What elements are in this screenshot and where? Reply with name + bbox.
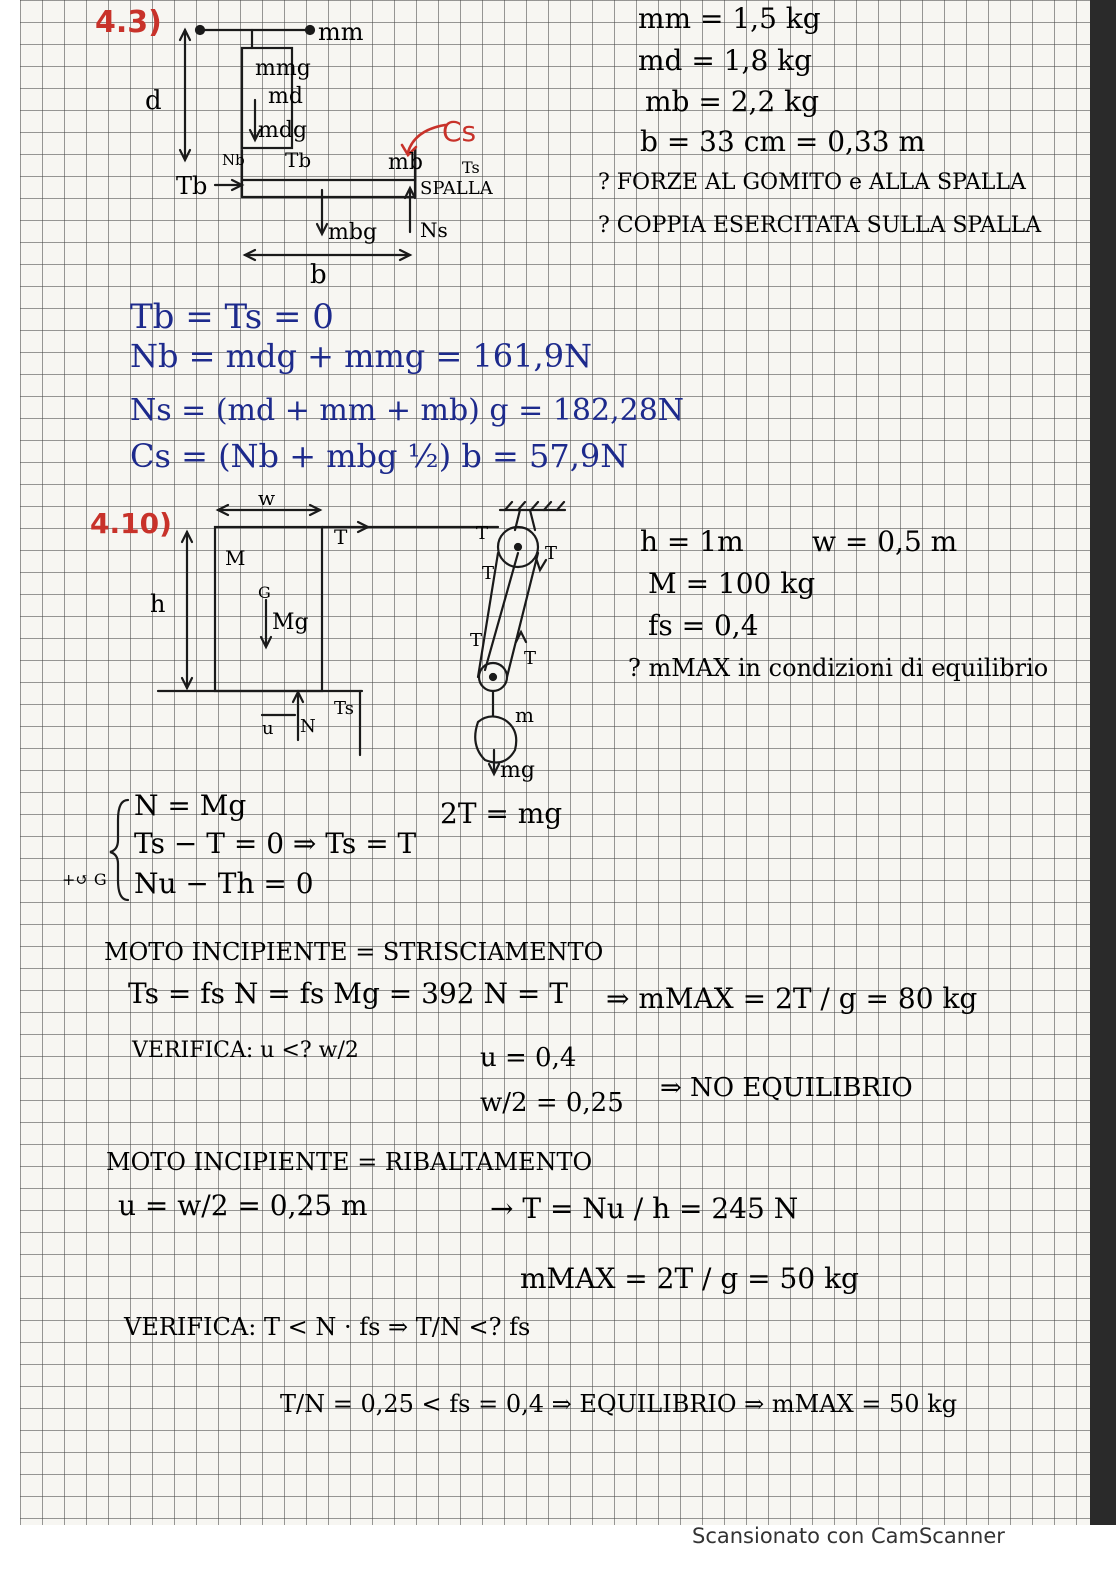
scanner-watermark: Scansionato con CamScanner: [692, 1524, 1005, 1548]
fig-label-u: u: [262, 718, 274, 739]
case2-eq1: u = w/2 = 0,25 m: [118, 1189, 368, 1222]
fig-label-mg: mg: [500, 758, 535, 783]
fig-label-md: md: [268, 84, 303, 109]
eq-ns: Ns = (md + mm + mb) g = 182,28N: [130, 393, 685, 428]
case2-final: T/N = 0,25 < fs = 0,4 ⇒ EQUILIBRIO ⇒ mMAX = 50 kg: [280, 1390, 958, 1418]
eq-nb: Nb = mdg + mmg = 161,9N: [130, 337, 593, 375]
fig-label-G: G: [258, 583, 271, 602]
case2-verify: VERIFICA: T < N · fs ⇒ T/N <? fs: [124, 1313, 531, 1341]
question-torque: ? COPPIA ESERCITATA SULLA SPALLA: [598, 213, 1042, 238]
fig-label-d: d: [145, 86, 162, 116]
moment-sign: +↺ G: [62, 870, 107, 889]
fig-label-mdg: mdg: [258, 118, 308, 143]
case1-verify: VERIFICA: u <? w/2: [132, 1038, 359, 1063]
fig-label-mbg: mbg: [328, 220, 378, 245]
fig-label-mb: mb: [388, 150, 423, 175]
given-fs: fs = 0,4: [648, 609, 759, 642]
fig-label-ns: Ns: [420, 218, 448, 242]
fig-label-w: w: [258, 486, 276, 510]
given-mm: mm = 1,5 kg: [638, 2, 821, 35]
sys-eq-3: Nu − Th = 0: [134, 867, 314, 900]
case1-conclusion: ⇒ NO EQUILIBRIO: [660, 1073, 913, 1103]
eq-cs: Cs = (Nb + mbg ½) b = 57,9N: [130, 437, 629, 475]
given-h: h = 1m: [640, 525, 744, 558]
fig-label-T-low: T: [470, 630, 483, 651]
fig-label-mm: mm: [318, 18, 364, 46]
case1-heading: MOTO INCIPIENTE = STRISCIAMENTO: [104, 938, 604, 966]
fig-label-Mg: Mg: [272, 610, 309, 635]
fig-label-h: h: [150, 590, 166, 618]
case1-value-w2: w/2 = 0,25: [480, 1088, 624, 1118]
fig-label-nb: Nb: [222, 151, 245, 169]
fig-label-b: b: [310, 260, 327, 290]
fig-label-m: m: [515, 703, 534, 727]
problem-label-4-10: 4.10): [90, 507, 172, 540]
given-mb: mb = 2,2 kg: [645, 85, 820, 118]
case2-eq2: → T = Nu / h = 245 N: [490, 1192, 799, 1225]
case1-value-u: u = 0,4: [480, 1043, 577, 1073]
given-md: md = 1,8 kg: [638, 44, 813, 77]
given-w: w = 0,5 m: [812, 525, 958, 558]
sys-eq-1: N = Mg: [134, 789, 247, 822]
fig-label-mmg: mmg: [255, 56, 311, 81]
fig-label-T-low-right: T: [524, 648, 537, 669]
fig-label-tb-small: Tb: [285, 148, 312, 172]
case2-heading: MOTO INCIPIENTE = RIBALTAMENTO: [106, 1148, 593, 1176]
fig-label-tb-left: Tb: [176, 172, 208, 200]
fig-label-T-top: T: [476, 523, 489, 544]
question-forces: ? FORZE AL GOMITO e ALLA SPALLA: [598, 170, 1026, 195]
given-b: b = 33 cm = 0,33 m: [640, 125, 926, 158]
pulley-eq: 2T = mg: [440, 797, 563, 830]
fig-label-N: N: [300, 716, 316, 737]
fig-label-T-left: T: [482, 563, 495, 584]
fig-label-T-rope: T: [334, 525, 348, 549]
case2-eq3: mMAX = 2T / g = 50 kg: [520, 1262, 859, 1295]
fig-label-ts: Ts: [462, 158, 480, 177]
fig-label-Ts: Ts: [334, 698, 354, 719]
fig-label-T-right: T: [545, 543, 558, 564]
question-mmax: ? mMAX in condizioni di equilibrio: [628, 654, 1049, 682]
problem-label-4-3: 4.3): [95, 5, 162, 40]
fig-label-spalla: SPALLA: [420, 178, 493, 199]
eq-tb-ts: Tb = Ts = 0: [130, 297, 334, 337]
sys-eq-2: Ts − T = 0 ⇒ Ts = T: [134, 827, 417, 860]
given-M: M = 100 kg: [648, 567, 816, 600]
case1-eq: Ts = fs N = fs Mg = 392 N = T: [128, 977, 568, 1010]
case1-result: ⇒ mMAX = 2T / g = 80 kg: [606, 982, 978, 1015]
fig-label-cs: Cs: [442, 115, 477, 148]
fig-label-M: M: [225, 546, 246, 570]
